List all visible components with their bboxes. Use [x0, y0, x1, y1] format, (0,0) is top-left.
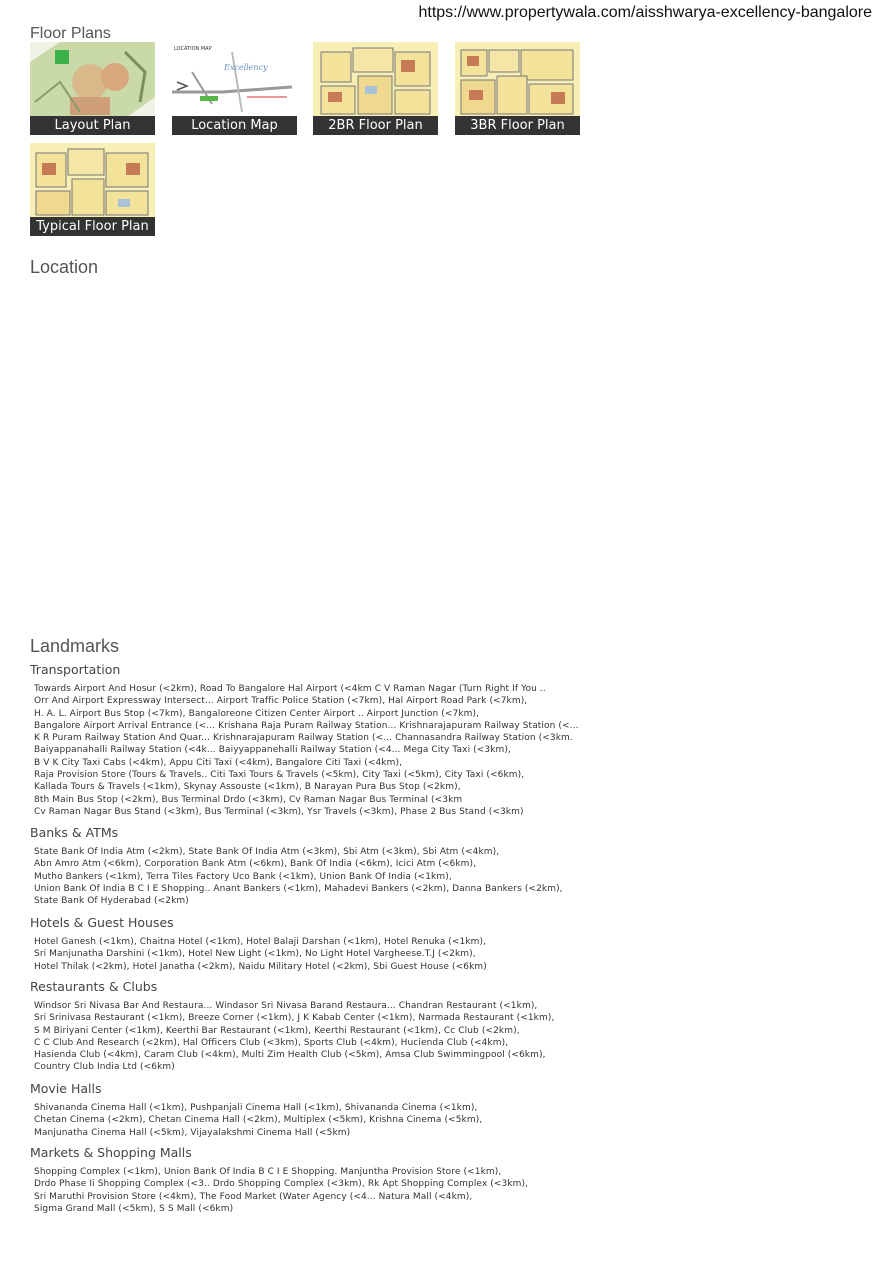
category-heading-transportation: Transportation — [30, 662, 121, 677]
category-list-banks — [34, 846, 563, 907]
landmark-line: Windsor Sri Nivasa Bar And Restaura... Windasor Sri Nivasa Barand Restaura... Chandran Restaurant (<1km), — [34, 1001, 538, 1011]
landmark-line: Sri Maruthi Provision Store (<4km), The Food Market (Water Agency (<4... Natura Mall (<4km), — [34, 1191, 473, 1202]
thumbnail-caption: Layout Plan — [30, 116, 155, 135]
landmark-line: Hotel Ganesh (<1km), Chaitna Hotel (<1km), Hotel Balaji Darshan (<1km), Hotel Renuka (<1km), — [34, 937, 487, 947]
landmark-line: B V K City Taxi Cabs (<4km), Appu Citi Taxi (<4km), Bangalore Citi Taxi (<4km), — [34, 757, 403, 768]
landmark-line: Shopping Complex (<1km), Union Bank Of India B C I E Shopping. Manjuntha Provision Store (<1km), — [34, 1167, 502, 1177]
landmark-line: State Bank Of India Atm (<2km), State Bank Of India Atm (<3km), Sbi Atm (<3km), Sbi Atm (<4km), — [34, 847, 500, 857]
thumbnail-caption: 3BR Floor Plan — [455, 116, 580, 135]
landmark-line: Kallada Tours & Travels (<1km), Skynay Assouste (<1km), B Narayan Pura Bus Stop (<2km), — [34, 782, 461, 793]
category-heading-restaurants: Restaurants & Clubs — [30, 979, 158, 994]
category-heading-banks: Banks & ATMs — [30, 825, 119, 840]
landmark-line: Orr And Airport Expressway Intersect... Airport Traffic Police Station (<7km), Hal Airport Road Park (<7km), — [34, 696, 528, 707]
landmark-line: State Bank Of Hyderabad (<2km) — [34, 896, 189, 907]
landmark-line: Hasienda Club (<4km), Caram Club (<4km), Multi Zim Health Club (<5km), Amsa Club Swimmingpool (<6km), — [34, 1050, 546, 1061]
landmark-line: Sri Srinivasa Restaurant (<1km), Breeze Corner (<1km), J K Kabab Center (<1km), Narmada Restaurant (<1km), — [34, 1013, 555, 1024]
2br-floor-plan-thumbnail[interactable] — [313, 42, 438, 135]
landmark-line: Baiyappanahalli Railway Station (<4k... Baiyyappanehalli Railway Station (<4... Mega City Taxi (<3km), — [34, 745, 511, 756]
landmark-line: S M Biriyani Center (<1km), Keerthi Bar Restaurant (<1km), Keerthi Restaurant (<1km), Cc Club (<2km), — [34, 1025, 520, 1036]
category-list-markets — [34, 1166, 528, 1215]
category-list-restaurants — [34, 1000, 554, 1074]
layout-plan-thumbnail[interactable] — [30, 42, 155, 135]
landmarks-title: Landmarks — [30, 636, 120, 656]
landmark-line: Hotel Thilak (<2km), Hotel Janatha (<2km), Naidu Military Hotel (<2km), Sbi Guest House (<6km) — [34, 961, 487, 972]
landmark-line: Towards Airport And Hosur (<2km), Road To Bangalore Hal Airport (<4km C V Raman Nagar (Turn Right If You .. — [34, 684, 546, 694]
landmark-line: H. A. L. Airport Bus Stop (<7km), Bangaloreone Citizen Center Airport .. Airport Junction (<7km), — [34, 708, 480, 719]
landmark-line: Sri Manjunatha Darshini (<1km), Hotel New Light (<1km), No Light Hotel Vargheese.T.J (<2km), — [34, 949, 476, 960]
map-brand: Excellency — [224, 63, 268, 72]
category-heading-movies: Movie Halls — [30, 1081, 102, 1096]
landmark-line: K R Puram Railway Station And Quar... Krishnarajapuram Railway Station (<... Channasandra Railway Station (<3km. — [34, 733, 573, 744]
landmark-line: Shivananda Cinema Hall (<1km), Pushpanjali Cinema Hall (<1km), Shivananda Cinema (<1km), — [34, 1103, 478, 1113]
landmark-line: Manjunatha Cinema Hall (<5km), Vijayalakshmi Cinema Hall (<5km) — [34, 1127, 351, 1138]
landmark-line: Cv Raman Nagar Bus Stand (<3km), Bus Terminal (<3km), Ysr Travels (<3km), Phase 2 Bus Stand (<3km) — [34, 806, 524, 817]
thumbnail-caption: Typical Floor Plan — [30, 217, 155, 236]
thumbnail-caption: Location Map — [172, 116, 297, 135]
map-title: LOCATION MAP — [174, 46, 212, 52]
location-map-thumbnail[interactable] — [172, 42, 297, 135]
landmark-line: C C Club And Research (<2km), Hal Officers Club (<3km), Sports Club (<4km), Hucienda Club (<4km), — [34, 1037, 509, 1048]
landmark-line: Union Bank Of India B C I E Shopping.. Anant Bankers (<1km), Mahadevi Bankers (<2km), Danna Bankers (<2km), — [34, 883, 563, 894]
category-list-movies — [34, 1102, 482, 1139]
floor-plans-title: Floor Plans — [30, 25, 111, 42]
landmark-line: 8th Main Bus Stop (<2km), Bus Terminal Drdo (<3km), Cv Raman Nagar Bus Terminal (<3km — [34, 794, 463, 805]
typical-floor-plan-thumbnail[interactable] — [30, 143, 155, 236]
landmark-line: Chetan Cinema (<2km), Chetan Cinema Hall (<2km), Multiplex (<5km), Krishna Cinema (<5km), — [34, 1115, 483, 1126]
landmark-line: Country Club India Ltd (<6km) — [34, 1062, 175, 1073]
page-url[interactable]: https://www.propertywala.com/aisshwarya-excellency-bangalore — [418, 4, 872, 21]
landmark-line: Mutho Bankers (<1km), Terra Tiles Factory Uco Bank (<1km), Union Bank Of India (<1km), — [34, 871, 452, 882]
category-list-transportation — [34, 683, 579, 818]
thumbnail-caption: 2BR Floor Plan — [313, 116, 438, 135]
landmark-line: Sigma Grand Mall (<5km), S S Mall (<6km) — [34, 1203, 234, 1214]
location-title: Location — [30, 257, 99, 277]
landmark-line: Abn Amro Atm (<6km), Corporation Bank Atm (<6km), Bank Of India (<6km), Icici Atm (<6km), — [34, 859, 477, 870]
3br-floor-plan-thumbnail[interactable] — [455, 42, 580, 135]
location-map-area[interactable] — [30, 285, 590, 625]
category-list-hotels — [34, 936, 487, 973]
landmark-line: Bangalore Airport Arrival Entrance (<... Krishana Raja Puram Railway Station... Krishnarajapuram Railway Station (<... — [34, 720, 579, 731]
landmark-line: Drdo Phase Ii Shopping Complex (<3.. Drdo Shopping Complex (<3km), Rk Apt Shopping Complex (<3km), — [34, 1179, 529, 1190]
landmark-line: Raja Provision Store (Tours & Travels.. Citi Taxi Tours & Travels (<5km), City Taxi (<5km), City Taxi (<6km), — [34, 770, 525, 781]
category-heading-markets: Markets & Shopping Malls — [30, 1145, 192, 1160]
category-heading-hotels: Hotels & Guest Houses — [30, 915, 174, 930]
